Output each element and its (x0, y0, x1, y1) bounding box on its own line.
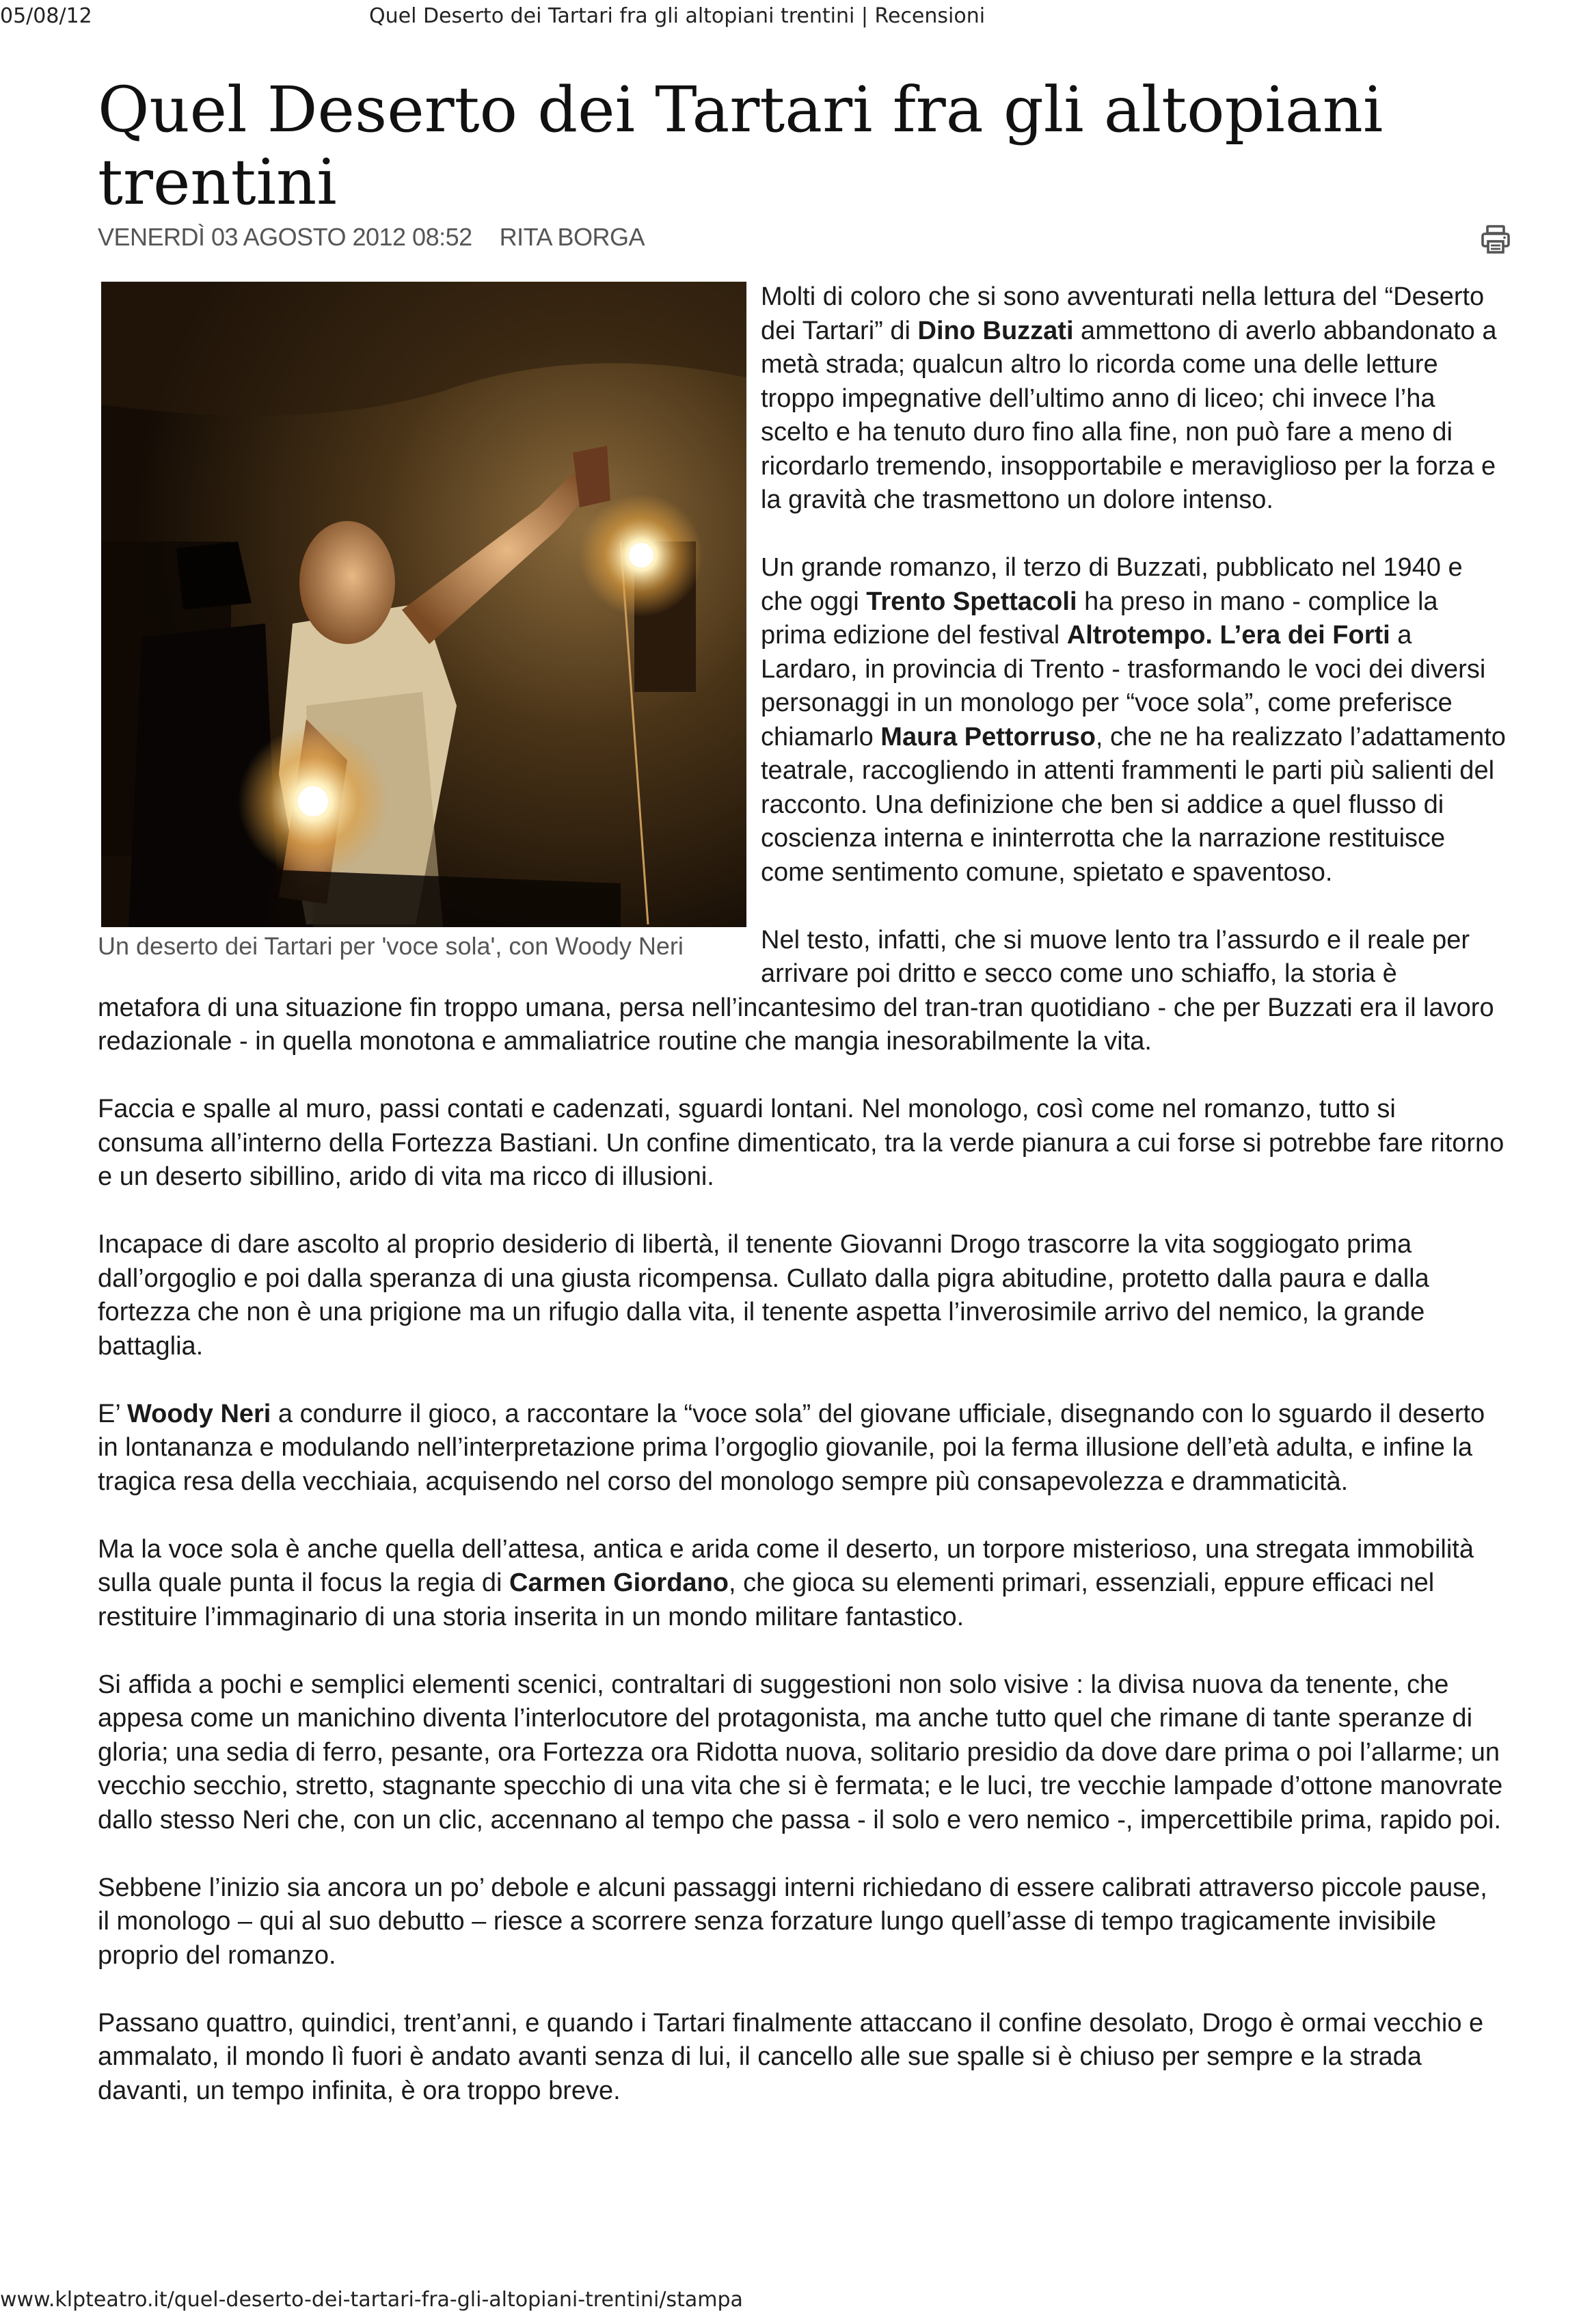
paragraph-5: Incapace di dare ascolto al proprio desiderio di libertà, il tenente Giovanni Drogo trascorre la vita soggiogato prima dall’orgoglio e poi dalla speranza di una giusta ricompensa. Cullato dalla pigra abitudine, protetto dalla paura e dalla fortezza che non è una prigione ma un rifugio dalla vita, il tenente aspetta l’inverosimile arrivo del nemico, la grande battaglia. (98, 1230, 1429, 1361)
article-figure (98, 280, 754, 961)
paragraph-text: , che ne ha realizzato l’adattamento teatrale, raccogliendo in attenti frammenti le parti più salienti del racconto. Una definizione che ben si addice a quel flusso di coscienza interna e ininterrotta che la narrazione restituisce come sentimento comune, spietato e spaventoso. (761, 722, 1506, 887)
bold-name: Altrotempo. L’era dei Forti (1066, 621, 1390, 650)
print-footer-url: www.klpteatro.it/quel-deserto-dei-tartari-fra-gli-altopiani-trentini/stampa (0, 2288, 743, 2312)
bold-name: Dino Buzzati (917, 316, 1074, 345)
paragraph-9: Sebbene l’inizio sia ancora un po’ debole e alcuni passaggi interni richiedano di essere calibrati attraverso piccole pause, il monologo – qui al suo debutto – riesce a scorrere senza forzature lungo quell’asse di tempo tragicamente invisibile proprio del romanzo. (98, 1873, 1487, 1970)
bold-name: Maura Pettorruso (880, 722, 1096, 751)
paragraph-7 (98, 1533, 1506, 1635)
paragraph-text: E’ (98, 1399, 127, 1428)
paragraph-6 (98, 1398, 1506, 1499)
paragraph-text: Un grande romanzo, il terzo di Buzzati, pubblicato nel 1940 e che oggi (761, 553, 1463, 616)
paragraph-text: Molti di coloro che si sono avventurati nella lettura del “Deserto dei Tartari” di (761, 282, 1485, 345)
paragraph-10: Passano quattro, quindici, trent’anni, e quando i Tartari finalmente attaccano il confine desolato, Drogo è ormai vecchio e ammalato, il mondo lì fuori è andato avanti senza di lui, il cancello alle sue spalle si è chiuso per sempre e la strada davanti, un tempo infinita, è ora troppo breve. (98, 2008, 1484, 2105)
print-header (0, 4, 1579, 31)
bold-name: Woody Neri (126, 1399, 271, 1428)
paragraph-4: Faccia e spalle al muro, passi contati e cadenzati, sguardi lontani. Nel monologo, così come nel romanzo, tutto si consuma all’interno della Fortezza Bastiani. Un confine dimenticato, tra la verde pianura a cui forse si potrebbe fare ritorno e un deserto sibillino, arido di vita ma ricco di illusioni. (98, 1095, 1504, 1191)
paragraph-text: Ma la voce sola è anche quella dell’attesa, antica e arida come il deserto, un torpore misterioso, una stregata immobilità sulla quale punta il focus la regia di (98, 1534, 1474, 1597)
bold-name: Carmen Giordano (509, 1568, 729, 1597)
article-meta (98, 223, 1506, 253)
paragraph-text: ammettono di averlo abbandonato a metà strada; qualcun altro lo ricorda come una delle letture troppo impegnative dell’ultimo anno di liceo; chi invece l’ha scelto e ha tenuto duro fino alla fine, non può fare a meno di ricordarlo tremendo, insopportabile e meraviglioso per la forza e la gravità che trasmettono un dolore intenso. (761, 316, 1497, 514)
article-title: Quel Deserto dei Tartari fra gli altopiani trentini (98, 73, 1384, 219)
printer-icon[interactable] (1479, 223, 1512, 256)
print-date: 05/08/12 (0, 4, 92, 28)
paragraph-3: Nel testo, infatti, che si muove lento tra l’assurdo e il reale per arrivare poi dritto e secco come uno schiaffo, la storia è metafora di una situazione fin troppo umana, persa nell’incantesimo del tran-tran quotidiano - che per Buzzati era il lavoro redazionale - in quella monotona e ammaliatrice routine che mangia inesorabilmente la vita. (98, 925, 1494, 1056)
article-photo (101, 282, 746, 927)
paragraph-text: a Lardaro, in provincia di Trento - trasformando le voci dei diversi personaggi in un monologo per “voce sola”, come preferisce chiamarlo (761, 621, 1486, 751)
article-author: RITA BORGA (499, 223, 645, 251)
paragraph-text: ha preso in mano - complice la prima edizione del festival (761, 587, 1438, 650)
paragraph-8: Si affida a pochi e semplici elementi scenici, contraltari di suggestioni non solo visive : la divisa nuova da tenente, che appesa come un manichino diventa l’interlocutore del protagonista, ma anche tutto quel che rimane di tante speranze di gloria; una sedia di ferro, pesante, ora Fortezza ora Ridotta nuova, solitario presidio da dove dare prima o poi l’allarme; un vecchio secchio, stretto, stagnante specchio di una vita che si è fermata; e le luci, tre vecchie lampade d’ottone manovrate dallo stesso Neri che, con un clic, accennano al tempo che passa - il solo e vero nemico -, impercettibile prima, rapido poi. (98, 1670, 1503, 1834)
bold-name: Trento Spettacoli (866, 587, 1077, 616)
image-caption: Un deserto dei Tartari per 'voce sola', con Woody Neri (98, 932, 684, 960)
article-date: VENERDÌ 03 AGOSTO 2012 08:52 (98, 223, 472, 251)
paragraph-text: a condurre il gioco, a raccontare la “voce sola” del giovane ufficiale, disegnando con lo sguardo il deserto in lontananza e modulando nell’interpretazione prima l’orgoglio giovanile, poi la ferma illusione dell’età adulta, e infine la tragica resa della vecchiaia, acquisendo nel corso del monologo sempre più consapevolezza e drammaticità. (98, 1399, 1485, 1496)
article-body (98, 280, 1506, 2108)
paragraph-text: , che gioca su elementi primari, essenziali, eppure efficaci nel restituire l’immaginario di una storia inserita in un mondo militare fantastico. (98, 1568, 1435, 1631)
article (98, 74, 1506, 2142)
print-document-title: Quel Deserto dei Tartari fra gli altopiani trentini | Recensioni (369, 4, 986, 28)
